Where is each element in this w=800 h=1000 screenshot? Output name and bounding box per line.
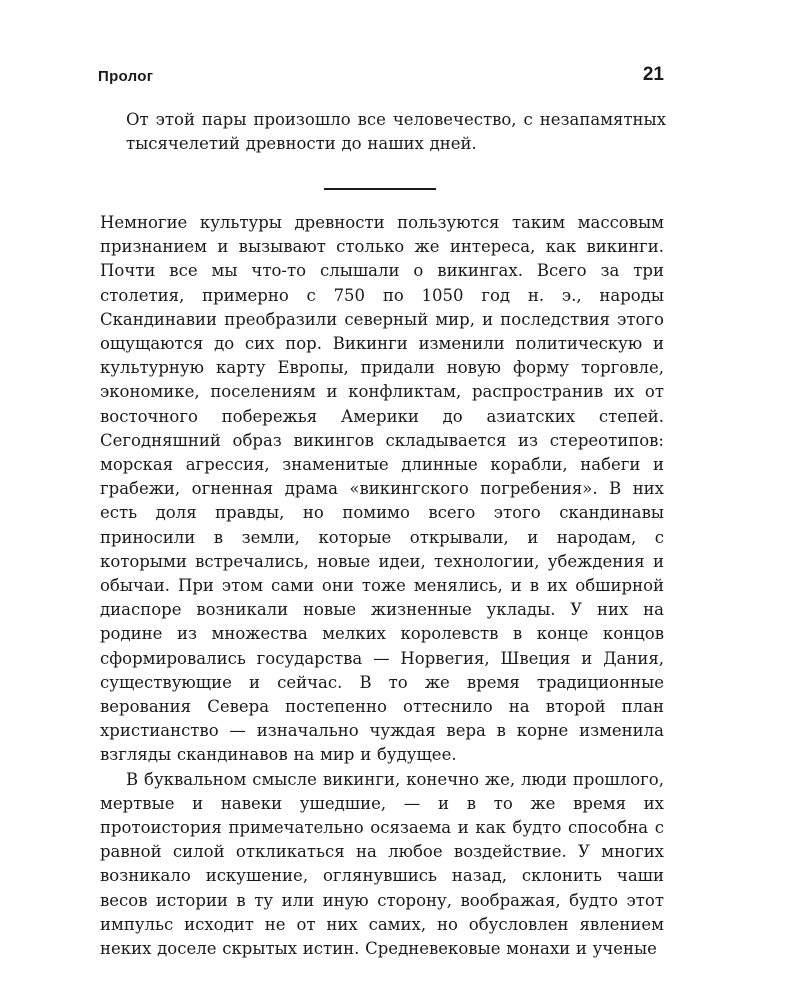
paragraph-1: Немногие культуры древности пользуются таким массовым признанием и вызывают столько же интереса, как викинги. Почти все мы что-то слышали о викингах. Всего за три столетия, примерно с 750 по 1050 год н. э., народы Скандинавии преобразили северный мир, и последствия этого ощущаются до сих пор. Викинги изменили политическую и культурную карту Европы, придали новую форму торговле, экономике, поселениям и конфликтам, распространив их от восточного побережья Америки до азиатских степей. Сегодняшний образ викингов складывается из стереотипов: морская агрессия, знаменитые длинные корабли, набеги и грабежи, огненная драма «викингского погребения». В них есть доля правды, но помимо всего этого скандинавы приносили в земли, которые открывали, и народам, с которыми встречались, новые идеи, технологии, убеждения и обычаи. При этом сами они тоже менялись, и в их обширной диаспоре возникали новые жизненные уклады. У них на родине из множества мелких королевств в конце концов сформировались государства — Норвегия, Швеция и Дания, существующие и сейчас. В то же время традиционные верования Севера постепенно оттеснило на второй план христианство — изначально чуждая вера в корне изменила взгляды скандинавов на мир и будущее. <box>100 213 664 765</box>
epigraph-text: От этой пары произошло все человечество, с незапамятных тысячелетий древности до наших дней. <box>126 110 666 154</box>
main-text <box>100 211 664 961</box>
page-number: 21 <box>642 64 664 85</box>
epigraph-ending <box>126 108 666 156</box>
section-title: Пролог <box>98 68 154 85</box>
paragraph-2: В буквальном смысле викинги, конечно же, люди прошлого, мертвые и навеки ушедшие, — и в то же время их протоистория примечательно осязаема и как будто способна с равной силой откликаться на любое воздействие. У многих возникало искушение, оглянувшись назад, склонить чаши весов истории в ту или иную сторону, воображая, будто этот импульс исходит не от них самих, но обусловлен явлением неких доселе скрытых истин. Средневековые монахи и ученые <box>100 769 664 959</box>
section-divider <box>324 188 436 190</box>
running-head <box>98 64 664 86</box>
